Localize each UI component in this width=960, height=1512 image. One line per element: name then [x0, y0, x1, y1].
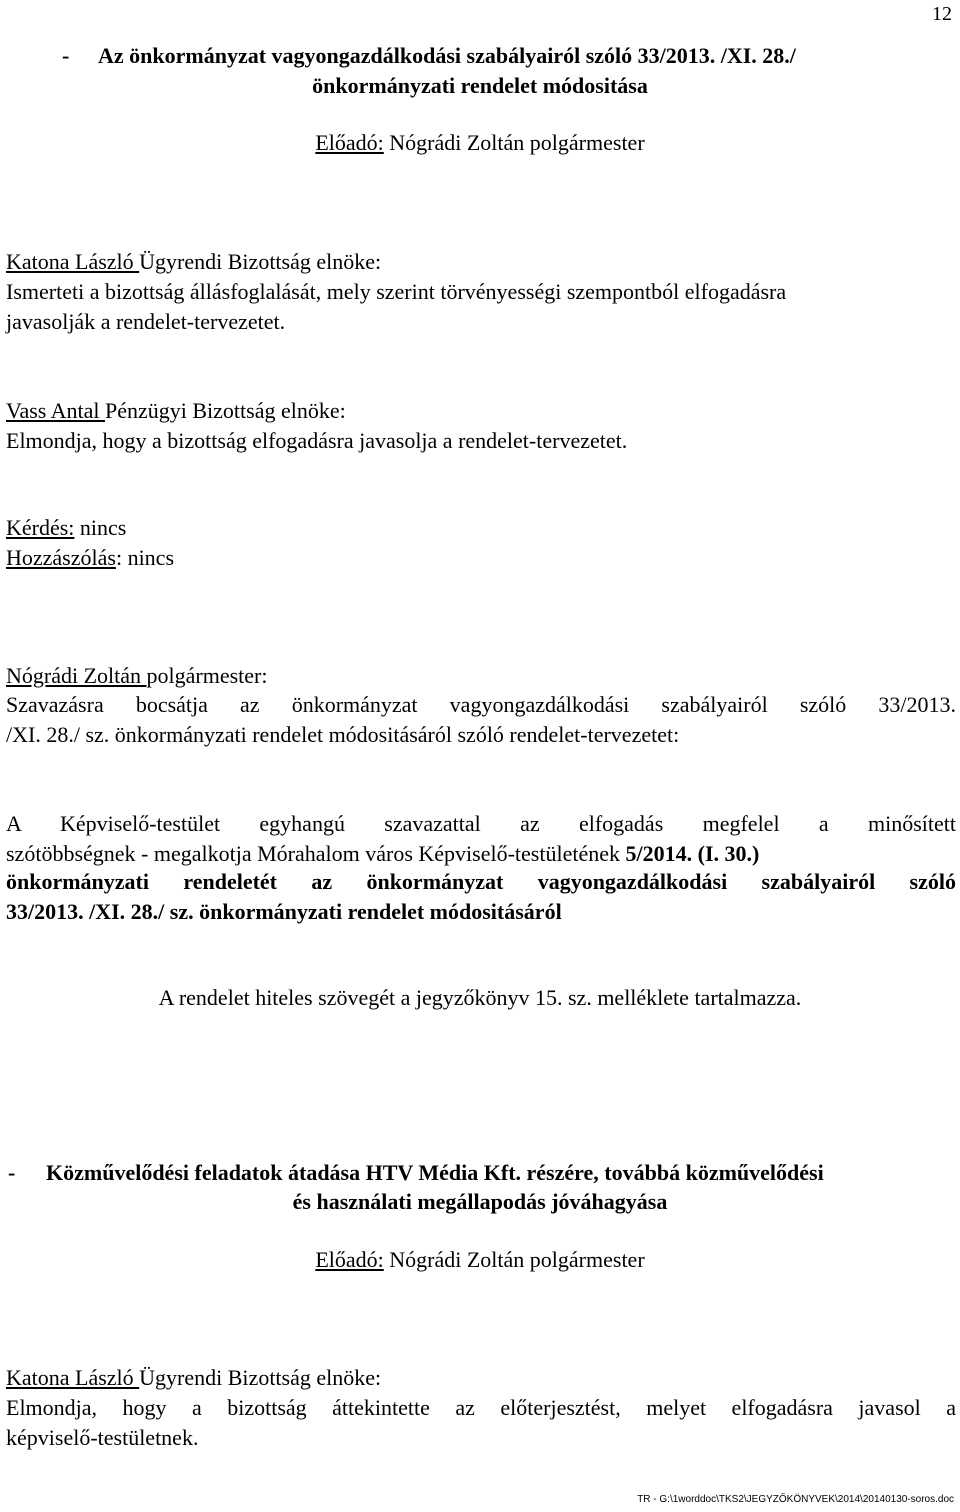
decision-line: A Képviselő-testület egyhangú szavazattal az elfogadás megfelel a minősített [6, 811, 956, 836]
decision-line [6, 838, 759, 869]
decree-number: 5/2014. (I. 30.) [625, 841, 760, 866]
decision-line: önkormányzati rendeletét az önkormányzat vagyongazdálkodási szabályairól szóló [6, 869, 956, 894]
speaker-heading [6, 246, 381, 277]
comment-line [6, 542, 174, 573]
speaker-text-line: Elmondja, hogy a bizottság elfogadásra javasolja a rendelet-tervezetet. [6, 428, 628, 453]
speaker-text-line: Elmondja, hogy a bizottság áttekintette az előterjesztést, melyet elfogadásra javasol a [6, 1395, 956, 1420]
speaker-heading [6, 395, 346, 426]
speaker-name: Katona László [6, 249, 140, 274]
comment-value: : nincs [115, 545, 175, 570]
decision-text: szótöbbségnek - megalkotja Mórahalom város Képviselő-testületének [6, 841, 626, 866]
speaker-text-line: javasolják a rendelet-tervezetet. [6, 309, 286, 334]
page-number: 12 [932, 3, 952, 25]
speaker-heading [6, 660, 268, 691]
decision-line: 33/2013. /XI. 28./ sz. önkormányzati rendelet módositásáról [6, 899, 562, 924]
speaker-text-line: Szavazásra bocsátja az önkormányzat vagyongazdálkodási szabályairól szóló 33/2013. [6, 692, 956, 717]
agenda-title-line1: Közművelődési feladatok átadása HTV Média Kft. részére, továbbá közművelődési [46, 1160, 824, 1185]
agenda-title-line2: és használati megállapodás jóváhagyása [292, 1189, 668, 1214]
presenter-label: Előadó: [315, 130, 384, 155]
agenda-title-line1: Az önkormányzat vagyongazdálkodási szabályairól szóló 33/2013. /XI. 28./ [98, 43, 796, 68]
speaker-text-line: /XI. 28./ sz. önkormányzati rendelet módositásáról szóló rendelet-tervezetet: [6, 722, 680, 747]
speaker-text-line: Ismerteti a bizottság állásfoglalását, mely szerint törvényességi szempontból elfogadásra [6, 279, 787, 304]
speaker-name: Katona László [6, 1365, 140, 1390]
agenda-dash: - [62, 43, 70, 68]
agenda-title-line2: önkormányzati rendelet módositása [312, 73, 648, 98]
question-value: nincs [74, 515, 127, 540]
speaker-heading [6, 1362, 381, 1393]
question-label: Kérdés: [6, 515, 75, 540]
speaker-role: Ügyrendi Bizottság elnöke: [139, 249, 382, 274]
speaker-role: Ügyrendi Bizottság elnöke: [139, 1365, 382, 1390]
presenter-label: Előadó: [315, 1247, 384, 1272]
speaker-text-line: képviselő-testületnek. [6, 1425, 199, 1450]
comment-label: Hozzászólás [6, 545, 116, 570]
question-line [6, 512, 126, 543]
presenter-name: Nógrádi Zoltán polgármester [383, 130, 645, 155]
agenda-dash: - [8, 1160, 16, 1185]
presenter-line [0, 127, 960, 158]
speaker-role: Pénzügyi Bizottság elnöke: [105, 398, 346, 423]
speaker-name: Nógrádi Zoltán [6, 663, 147, 688]
presenter-line [0, 1244, 960, 1275]
speaker-name: Vass Antal [6, 398, 105, 423]
presenter-name: Nógrádi Zoltán polgármester [383, 1247, 645, 1272]
attachment-note: A rendelet hiteles szövegét a jegyzőkönyv 15. sz. melléklete tartalmazza. [158, 985, 802, 1010]
speaker-role: polgármester: [146, 663, 268, 688]
footer-file-path: TR - G:\1worddoc\TKS2\JEGYZŐKÖNYVEK\2014\20140130-soros.doc [637, 1494, 954, 1505]
